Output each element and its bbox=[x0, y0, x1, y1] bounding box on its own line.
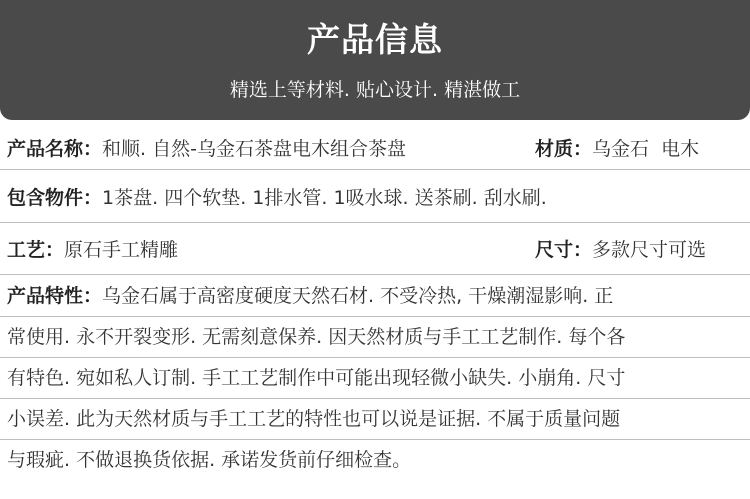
page-title: 产品信息 bbox=[307, 20, 443, 59]
feature-line bbox=[0, 358, 750, 399]
product-name-colon: ： bbox=[83, 137, 103, 160]
features-label: 产品特性 bbox=[7, 285, 84, 307]
feature-line bbox=[0, 317, 750, 358]
contents-value: 1茶盘. 四个软垫. 1排水管. 1吸水球. 送茶刷. 刮水刷. bbox=[102, 186, 547, 209]
feature-text: 小误差. 此为天然材质与手工工艺的特性也可以说是证据. 不属于质量问题 bbox=[7, 408, 621, 430]
product-name-value: 和顺. 自然-乌金石茶盘电木组合茶盘 bbox=[102, 137, 406, 160]
craft-field bbox=[7, 223, 178, 274]
feature-text: 与瑕疵. 不做退换货依据. 承诺发货前仔细检查。 bbox=[7, 449, 412, 471]
feature-line bbox=[0, 399, 750, 440]
material-label: 材质 bbox=[535, 137, 574, 160]
size-value: 多款尺寸可选 bbox=[592, 239, 707, 261]
material-field bbox=[535, 125, 699, 169]
product-name-field bbox=[7, 125, 406, 169]
info-row-craft-size bbox=[0, 223, 750, 275]
product-features bbox=[0, 276, 750, 481]
material-value: 乌金石 电木 bbox=[592, 137, 700, 160]
contents-colon: ： bbox=[83, 186, 103, 209]
contents-field bbox=[7, 170, 547, 222]
size-label: 尺寸 bbox=[535, 239, 574, 261]
info-row-name-material bbox=[0, 125, 750, 170]
size-field bbox=[535, 223, 706, 274]
material-colon: ： bbox=[573, 137, 593, 160]
craft-label: 工艺 bbox=[7, 239, 46, 261]
size-colon: ： bbox=[573, 239, 593, 261]
feature-line bbox=[0, 276, 750, 317]
header-banner bbox=[0, 0, 750, 120]
craft-colon: ： bbox=[45, 239, 65, 261]
product-name-label: 产品名称 bbox=[7, 137, 84, 160]
feature-text: 有特色. 宛如私人订制. 手工工艺制作中可能出现轻微小缺失. 小崩角. 尺寸 bbox=[7, 367, 626, 389]
features-colon: ： bbox=[83, 285, 103, 307]
feature-text: 常使用. 永不开裂变形. 无需刻意保养. 因天然材质与手工工艺制作. 每个各 bbox=[7, 326, 626, 348]
feature-text: 乌金石属于高密度硬度天然石材. 不受冷热, 干燥潮湿影响. 正 bbox=[102, 285, 614, 307]
page-subtitle: 精选上等材料. 贴心设计. 精湛做工 bbox=[229, 79, 521, 101]
info-row-contents bbox=[0, 170, 750, 223]
contents-label: 包含物件 bbox=[7, 186, 84, 209]
craft-value: 原石手工精雕 bbox=[64, 239, 179, 261]
feature-line bbox=[0, 440, 750, 481]
